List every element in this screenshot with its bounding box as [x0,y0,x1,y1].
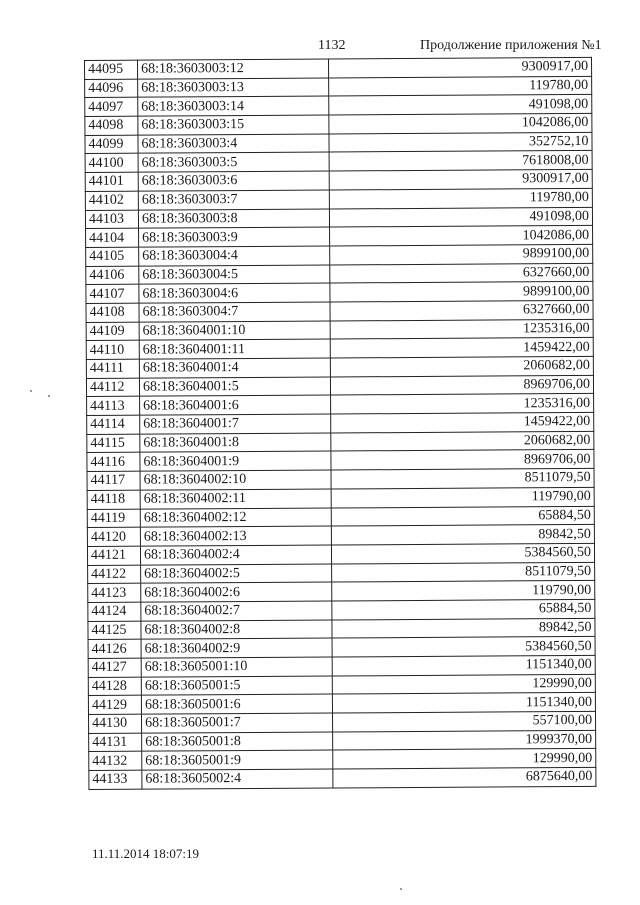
row-number-cell: 44126 [88,639,141,658]
value-cell: 119790,00 [332,581,595,601]
cadastral-number-cell: 68:18:3603003:6 [138,171,329,191]
cadastral-number-cell: 68:18:3604002:12 [140,507,331,527]
value-cell: 2060682,00 [330,356,593,376]
cadastral-number-cell: 68:18:3604002:8 [141,620,332,640]
cadastral-number-cell: 68:18:3604002:10 [140,470,331,490]
row-number-cell: 44132 [89,752,142,771]
cadastral-number-cell: 68:18:3603003:5 [138,152,329,172]
cadastral-number-cell: 68:18:3605001:7 [141,713,332,733]
value-cell: 1235316,00 [331,394,594,414]
scan-speck [48,395,50,397]
cadastral-number-cell: 68:18:3603003:7 [138,190,329,210]
row-number-cell: 44123 [88,583,141,602]
scan-speck [30,390,32,392]
row-number-cell: 44122 [88,565,141,584]
cadastral-number-cell: 68:18:3603003:4 [138,134,329,154]
value-cell: 5384560,50 [331,543,594,563]
cadastral-number-cell: 68:18:3603003:9 [139,227,330,247]
cadastral-number-cell: 68:18:3604002:4 [140,545,331,565]
value-cell: 89842,50 [332,618,595,638]
row-number-cell: 44102 [85,191,138,210]
cadastral-number-cell: 68:18:3605002:4 [142,769,333,789]
cadastral-number-cell: 68:18:3604001:8 [140,433,331,453]
value-cell: 1459422,00 [330,338,593,358]
cadastral-number-cell: 68:18:3603003:8 [138,209,329,229]
cadastral-number-cell: 68:18:3603004:6 [139,283,330,303]
footer-timestamp: 11.11.2014 18:07:19 [92,846,200,861]
row-number-cell: 44114 [87,415,140,434]
row-number-cell: 44124 [88,602,141,621]
row-number-cell: 44103 [85,210,138,229]
value-cell: 1151340,00 [332,693,595,713]
value-cell: 491098,00 [329,207,592,227]
value-cell: 6875640,00 [333,768,596,788]
cadastral-number-cell: 68:18:3605001:6 [141,694,332,714]
value-cell: 7618008,00 [329,151,592,171]
value-cell: 1151340,00 [332,655,595,675]
scan-speck [400,888,402,890]
cadastral-number-cell: 68:18:3603004:7 [139,302,330,322]
row-number-cell: 44130 [88,714,141,733]
cadastral-number-cell: 68:18:3604001:6 [140,395,331,415]
row-number-cell: 44120 [87,527,140,546]
cadastral-number-cell: 68:18:3603003:15 [138,115,329,135]
row-number-cell: 44109 [86,322,139,341]
row-number-cell: 44133 [89,770,142,789]
row-number-cell: 44116 [87,453,140,472]
value-cell: 1459422,00 [331,412,594,432]
value-cell: 65884,50 [331,506,594,526]
cadastral-number-cell: 68:18:3603004:5 [139,265,330,285]
cadastral-number-cell: 68:18:3604002:9 [141,638,332,658]
table-body [85,57,596,789]
cadastral-number-cell: 68:18:3604002:11 [140,489,331,509]
row-number-cell: 44097 [85,98,138,117]
value-cell: 9300917,00 [328,57,591,77]
row-number-cell: 44112 [86,378,139,397]
value-cell: 1235316,00 [330,319,593,339]
row-number-cell: 44127 [88,658,141,677]
cadastral-number-cell: 68:18:3603004:4 [139,246,330,266]
row-number-cell: 44119 [87,509,140,528]
value-cell: 1042086,00 [329,113,592,133]
cadastral-number-cell: 68:18:3604001:7 [140,414,331,434]
cadastral-number-cell: 68:18:3605001:10 [141,657,332,677]
value-cell: 5384560,50 [332,637,595,657]
row-number-cell: 44107 [86,284,139,303]
row-number-cell: 44113 [87,397,140,416]
row-number-cell: 44100 [85,154,138,173]
value-cell: 1042086,00 [330,226,593,246]
value-cell: 6327660,00 [330,263,593,283]
row-number-cell: 44104 [86,228,139,247]
row-number-cell: 44121 [87,546,140,565]
page-header-title: Продолжение приложения №1 [420,38,602,53]
value-cell: 129990,00 [333,749,596,769]
row-number-cell: 44095 [85,60,138,79]
value-cell: 129990,00 [332,674,595,694]
value-cell: 2060682,00 [331,431,594,451]
row-number-cell: 44110 [86,340,139,359]
value-cell: 119780,00 [329,188,592,208]
row-number-cell: 44118 [87,490,140,509]
cadastral-number-cell: 68:18:3604002:13 [140,526,331,546]
value-cell: 557100,00 [332,711,595,731]
row-number-cell: 44106 [86,266,139,285]
value-cell: 8969706,00 [330,375,593,395]
cadastral-number-cell: 68:18:3605001:5 [141,676,332,696]
value-cell: 352752,10 [329,132,592,152]
value-cell: 9300917,00 [329,170,592,190]
value-cell: 9899100,00 [330,244,593,264]
value-cell: 9899100,00 [330,282,593,302]
cadastral-number-cell: 68:18:3604002:5 [141,564,332,584]
table-container [84,57,596,790]
cadastral-number-cell: 68:18:3603003:12 [138,59,329,79]
cadastral-number-cell: 68:18:3603003:13 [138,78,329,98]
cadastral-number-cell: 68:18:3604001:9 [140,451,331,471]
value-cell: 119780,00 [329,76,592,96]
value-cell: 1999370,00 [333,730,596,750]
value-cell: 491098,00 [329,95,592,115]
row-number-cell: 44125 [88,621,141,640]
cadastral-number-cell: 68:18:3604001:10 [139,321,330,341]
row-number-cell: 44128 [88,677,141,696]
value-cell: 6327660,00 [330,300,593,320]
value-cell: 89842,50 [331,525,594,545]
value-cell: 8969706,00 [331,450,594,470]
cadastral-value-table [84,57,596,790]
cadastral-number-cell: 68:18:3604001:11 [139,339,330,359]
row-number-cell: 44117 [87,471,140,490]
cadastral-number-cell: 68:18:3604001:5 [139,377,330,397]
value-cell: 8511079,50 [331,469,594,489]
cadastral-number-cell: 68:18:3604002:7 [141,601,332,621]
row-number-cell: 44096 [85,79,138,98]
page-number: 1132 [318,38,346,53]
row-number-cell: 44115 [87,434,140,453]
row-number-cell: 44101 [85,172,138,191]
cadastral-number-cell: 68:18:3604002:6 [141,582,332,602]
row-number-cell: 44098 [85,116,138,135]
value-cell: 65884,50 [332,599,595,619]
row-number-cell: 44108 [86,303,139,322]
table-row [89,768,596,790]
row-number-cell: 44111 [86,359,139,378]
row-number-cell: 44099 [85,135,138,154]
row-number-cell: 44105 [86,247,139,266]
row-number-cell: 44129 [88,696,141,715]
value-cell: 8511079,50 [332,562,595,582]
cadastral-number-cell: 68:18:3604001:4 [139,358,330,378]
value-cell: 119790,00 [331,487,594,507]
cadastral-number-cell: 68:18:3605001:9 [142,750,333,770]
cadastral-number-cell: 68:18:3605001:8 [142,732,333,752]
cadastral-number-cell: 68:18:3603003:14 [138,96,329,116]
row-number-cell: 44131 [89,733,142,752]
